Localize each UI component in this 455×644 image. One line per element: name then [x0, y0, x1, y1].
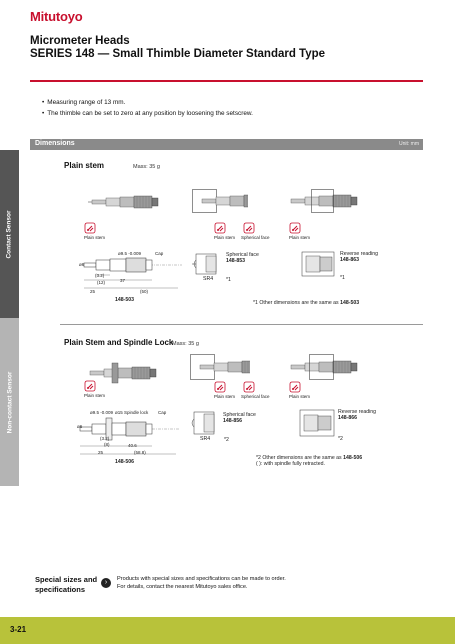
- dim-stem-dia: ø9.5 -0.009: [90, 410, 114, 415]
- page-number: 3-21: [10, 625, 27, 634]
- variant-photo-box: [287, 354, 377, 380]
- dimensions-bar: [30, 139, 423, 150]
- dim-cap: Cap: [155, 251, 164, 256]
- variant2-note: *2: [338, 436, 343, 442]
- brand-logo: Mitutoyo: [30, 9, 83, 24]
- spherical-face-icon: [243, 222, 255, 234]
- special-title: [35, 575, 97, 594]
- plain-stem-icon: [214, 222, 226, 234]
- icon-label: Plain stem: [84, 235, 106, 240]
- special-title-line: specifications: [35, 584, 86, 594]
- unit-label: Unit: mm: [399, 141, 419, 147]
- page-title-line2: SERIES 148 — Small Thimble Diameter Standard Type: [30, 48, 326, 60]
- variant2-model: 148-866: [338, 415, 358, 421]
- spindle-lock-title: Plain Stem and Spindle Lock: [64, 338, 174, 347]
- dim-lock: ø15 Spindle lock: [115, 410, 149, 415]
- footnote-model: 148-503: [340, 300, 360, 306]
- side-tab-non-contact-sensor[interactable]: [0, 318, 19, 486]
- footnote-1: [253, 300, 359, 307]
- icon-label: Plain stem: [214, 235, 236, 240]
- dim-b: (8): [104, 442, 110, 447]
- variant1-sr: SR4: [203, 276, 214, 282]
- footnote-model: 148-506: [343, 455, 363, 461]
- icon-label: Spherical face: [241, 394, 270, 399]
- variant1-label: Spherical face: [223, 412, 256, 418]
- variant2-label: Reverse reading: [338, 409, 377, 415]
- plain-stem-drawing: [78, 250, 188, 294]
- dimensions-label: Dimensions: [35, 140, 75, 147]
- variant-photo-box: [287, 189, 377, 213]
- arrow-right-icon: ›: [101, 578, 111, 588]
- dim-b: (12): [97, 280, 106, 285]
- plain-stem-icon: [84, 222, 96, 234]
- variant1-sr: SR4: [200, 436, 211, 442]
- variant-photo-box: [192, 189, 248, 213]
- side-tab-label: Contact Sensor: [6, 209, 14, 259]
- variant1-note: *1: [226, 277, 231, 283]
- main-model: 148-503: [115, 297, 135, 303]
- variant2-drawing: [300, 248, 338, 280]
- dim-d: 25: [90, 289, 96, 294]
- title-rule: [30, 80, 423, 82]
- spherical-face-icon: [243, 381, 255, 393]
- dim-phi: ø6: [77, 424, 83, 429]
- feature-list: [42, 97, 253, 119]
- footnote-text: *1 Other dimensions are the same as: [253, 300, 339, 306]
- side-tab-contact-sensor[interactable]: [0, 150, 19, 318]
- dim-phi: ø6: [79, 262, 85, 267]
- footnote-2b: ( ): with spindle fully retracted.: [256, 461, 325, 467]
- special-text-line: Products with special sizes and specifications can be made to order.: [117, 576, 286, 582]
- special-text-line: For details, contact the nearest Mitutoyo sales office.: [117, 584, 248, 590]
- dim-a: (3.2): [95, 273, 105, 278]
- section-divider: [60, 324, 423, 325]
- main-model: 148-506: [115, 459, 135, 465]
- plain-stem-title: Plain stem: [64, 161, 105, 170]
- dim-stem-dia: ø9.5 -0.009: [118, 251, 142, 256]
- variant-photo-box: [190, 354, 250, 380]
- plain-stem-icon: [214, 381, 226, 393]
- icon-label: Plain stem: [289, 394, 311, 399]
- icon-label: Plain stem: [84, 393, 106, 398]
- dim-e: (58.8): [134, 450, 146, 455]
- plain-stem-photo: [88, 192, 188, 212]
- special-text: [117, 575, 286, 591]
- variant1-model: 148-853: [226, 258, 246, 264]
- plain-stem-mass: Mass: 35 g: [133, 164, 160, 170]
- dim-a: (3.2): [100, 436, 110, 441]
- variant1-label: Spherical face: [226, 252, 259, 258]
- icon-label: Plain stem: [289, 235, 311, 240]
- dim-cap: Cap: [158, 410, 167, 415]
- variant2-drawing: [298, 406, 338, 440]
- plain-stem-icon: [84, 380, 96, 392]
- dim-c: 40.6: [128, 443, 137, 448]
- footnote-text: *2 Other dimensions are the same as: [256, 455, 342, 461]
- spindle-lock-drawing: [76, 412, 186, 458]
- dim-c: 37: [120, 278, 126, 283]
- spindle-lock-photo: [86, 360, 186, 386]
- dim-d: 25: [98, 450, 104, 455]
- feature-item: • Measuring range of 13 mm.: [42, 97, 253, 108]
- icon-label: Spherical face: [241, 235, 270, 240]
- plain-stem-icon: [289, 381, 301, 393]
- variant2-label: Reverse reading: [340, 251, 379, 257]
- variant1-model: 148-856: [223, 418, 243, 424]
- special-title-line: Special sizes and: [35, 575, 98, 584]
- variant1-note: *2: [224, 437, 229, 443]
- dim-e: (50): [140, 289, 149, 294]
- plain-stem-icon: [289, 222, 301, 234]
- icon-label: Plain stem: [214, 394, 236, 399]
- variant2-note: *1: [340, 275, 345, 281]
- side-tab-label: Non-contact Sensor: [6, 371, 14, 433]
- feature-item: • The thimble can be set to zero at any position by loosening the setscrew.: [42, 108, 253, 119]
- variant2-model: 148-863: [340, 257, 360, 263]
- page-title-line1: Micrometer Heads: [30, 35, 130, 47]
- footer-band: [0, 617, 455, 644]
- spindle-lock-mass: Mass: 35 g: [172, 341, 199, 347]
